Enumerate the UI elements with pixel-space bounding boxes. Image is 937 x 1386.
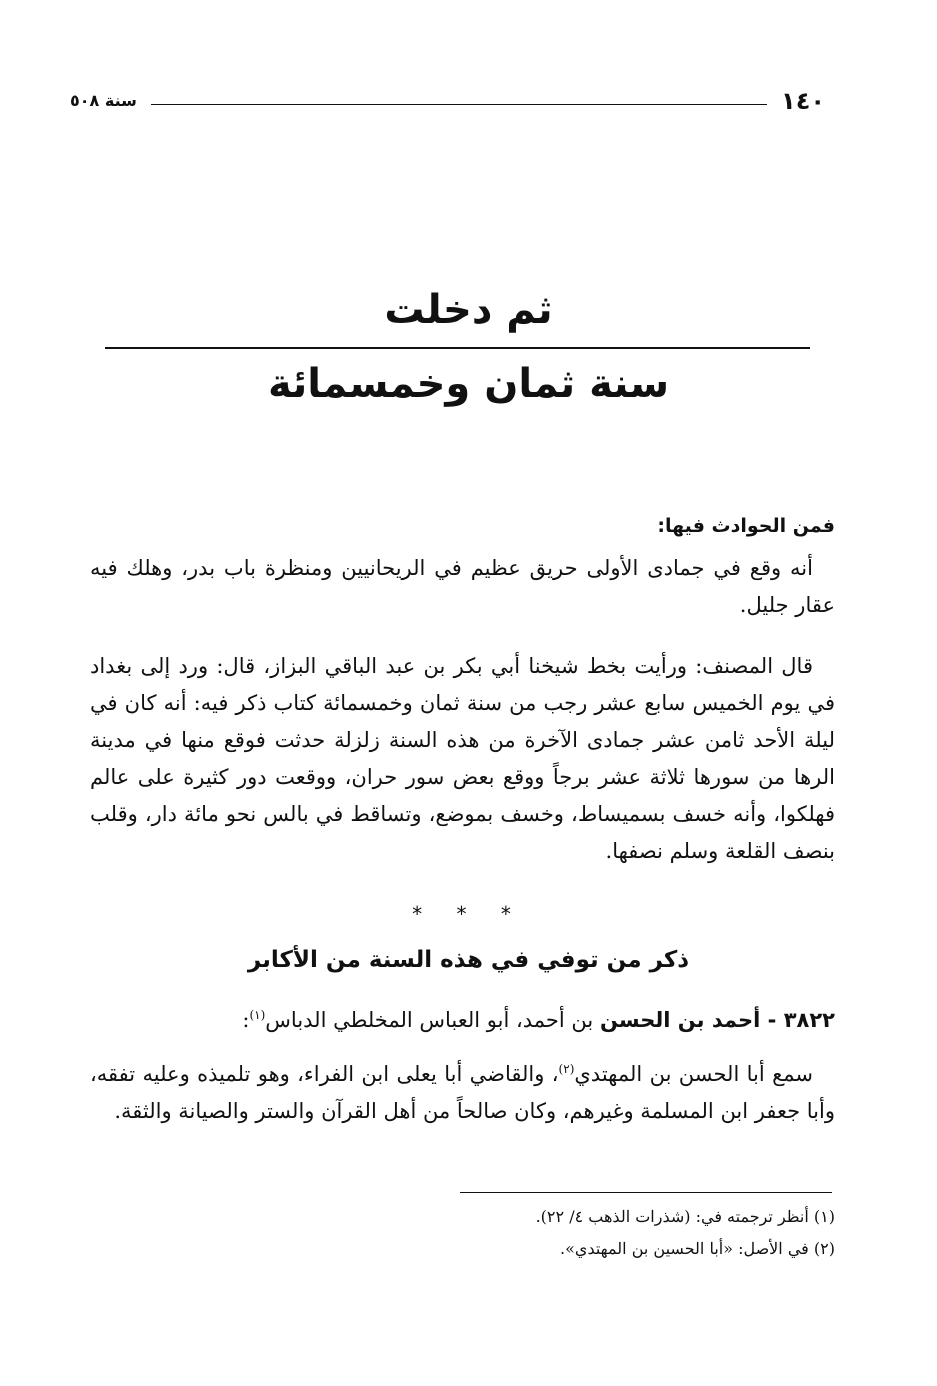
entry-name: أحمد بن الحسن (599, 1008, 761, 1032)
header-rule (151, 104, 767, 105)
entry-name-rest: بن أحمد، أبو العباس المخلطي الدباس (265, 1008, 600, 1032)
events-paragraph-1: أنه وقع في جمادى الأولى حريق عظيم في الريحانيين ومنظرة باب بدر، وهلك فيه عقار جليل. (90, 556, 835, 617)
chapter-title-rule (105, 347, 810, 349)
running-title: سنة ٥٠٨ (70, 91, 137, 110)
running-header (70, 86, 825, 116)
biography-paragraph (90, 1056, 835, 1130)
footnote-2: (٢) في الأصل: «أبا الحسين بن المهتدي». (560, 1239, 835, 1258)
chapter-title-line1: ثم دخلت (384, 287, 553, 333)
entry-colon: : (242, 1008, 250, 1032)
footnote-rule (460, 1192, 832, 1193)
page-number: ١٤٠ (781, 87, 825, 115)
biography-entry-heading (90, 1002, 835, 1039)
section-separator: * * * (412, 902, 525, 926)
footnote-ref-1: (١) (249, 1008, 266, 1022)
entry-number: ٣٨٢٢ (783, 1008, 835, 1032)
entry-dash: - (760, 1008, 784, 1032)
footnote-ref-2: (٢) (558, 1062, 575, 1076)
events-paragraph-2: قال المصنف: ورأيت بخط شيخنا أبي بكر بن عبد الباقي البزاز، قال: ورد إلى بغداد في يوم الخميس سابع عشر رجب من سنة ثمان وخمسمائة كتاب ذكر فيه: أنه كان في ليلة الأحد ثامن عشر جمادى الآخرة من هذه السنة زلزلة حدثت فوقع منها في مدينة الرها من سورها ثلاثة عشر برجاً ووقع بعض سور حران، ووقعت دور كثيرة على عالم فهلكوا، وأنه خسف بسميساط، وخسف بموضع، وتساقط في بالس نحو مائة دار، وقلب بنصف القلعة وسلم نصفها. (90, 654, 835, 863)
deaths-heading: ذكر من توفي في هذه السنة من الأكابر (247, 947, 690, 973)
biography-text-part1: سمع أبا الحسن بن المهتدي (574, 1062, 813, 1086)
footnote-1: (١) أنظر ترجمته في: (شذرات الذهب ٤/ ٢٢). (535, 1207, 835, 1226)
chapter-title-line2: سنة ثمان وخمسمائة (267, 361, 670, 407)
events-label: فمن الحوادث فيها: (657, 515, 835, 537)
biography-text-part2: ، والقاضي أبا يعلى ابن الفراء، وهو تلميذه وعليه تفقه، وأبا جعفر ابن المسلمة وغيرهم، وكان صالحاً من أهل القرآن والستر والصيانة والثقة. (90, 1062, 835, 1123)
